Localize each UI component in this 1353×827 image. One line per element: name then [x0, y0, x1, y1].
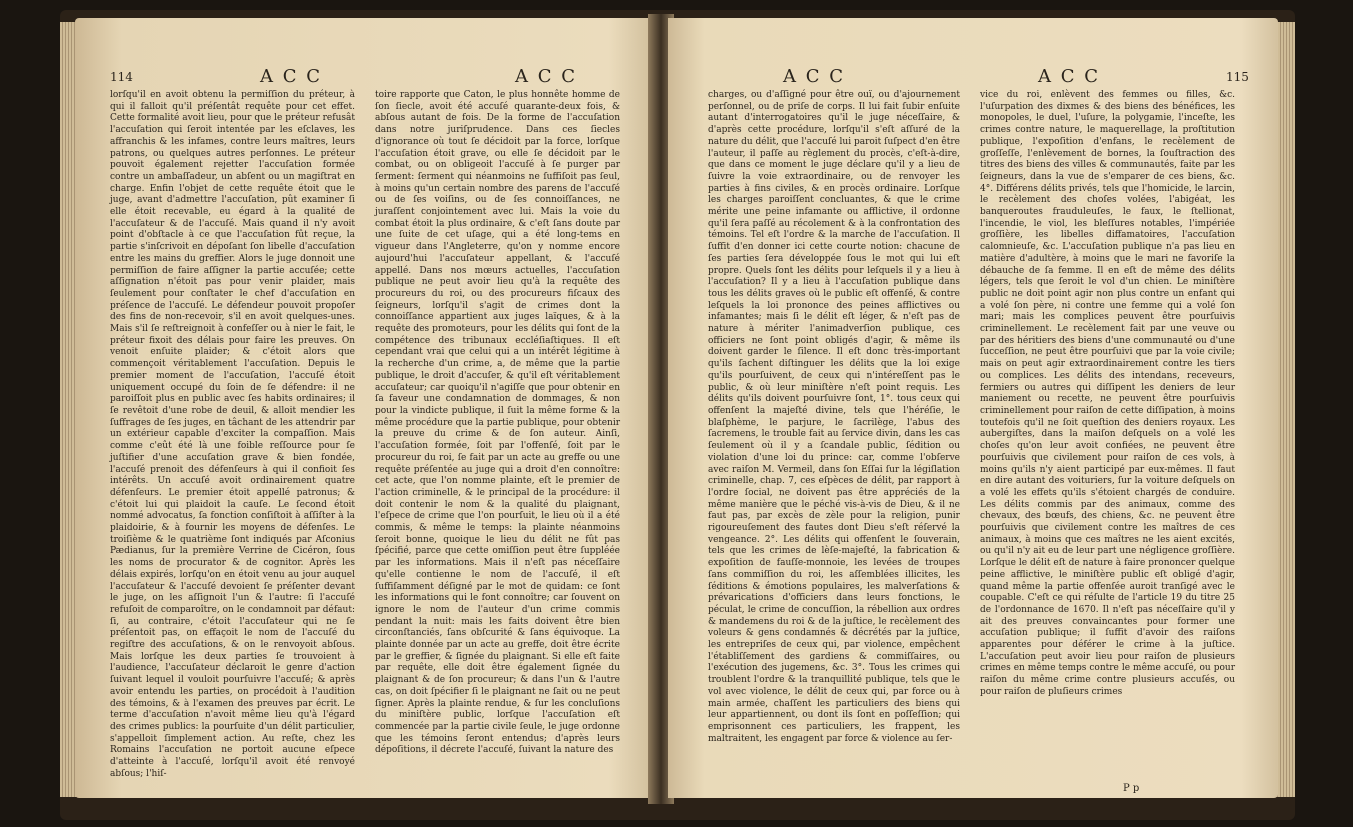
running-header: A C C [260, 66, 322, 87]
running-header: A C C [783, 66, 845, 87]
signature-mark: P p [1123, 783, 1140, 794]
text-column: charges, ou d'aſſigné pour être ouï, ou d'ajournement perſonnel, ou de priſe de corps. Il lui fait ſubir enſuite autant d'interrogatoires qu'il le juge néceſſaire, & d'après cette procédure, lorſqu'il s'eſt aſſuré de la nature du délit, que l'accuſé lui paroit ſuſpect d'en être l'auteur, il paſſe au règlement du procès, c'eſt-à-dire, que dans ce moment le juge déclare qu'il y a lieu de ſuivre la voie extraordinaire, ou de renvoyer les parties à fins civiles, & en procès ordinaire. Lorſque les charges paroiſſent concluantes, & que le crime mérite une peine infamante ou afflictive, il ordonne qu'il ſera paſſé au récolement & à la confrontation des témoins. Tel eſt l'ordre & la marche de l'accuſation. Il ſuffit d'en donner ici cette courte notion: chacune de ſes parties ſera développée ſous le mot qui lui eſt propre. Quels ſont les délits pour leſquels il y a lieu à l'accuſation? Il y a lieu à l'accuſation publique dans tous les délits graves où le public eſt offenſé, & contre leſquels la loi prononce des peines afflictives ou infamantes; mais ſi le délit eſt léger, & n'eſt pas de nature à mériter l'animadverſion publique, ces officiers ne ſont point obligés d'agir, & même ils doivent garder le ſilence. Il eſt donc très-important qu'ils ſachent diſtinguer les délits que la loi exige qu'ils pourſuivent, de ceux qui n'intéreſſent pas le public, & où leur miniſtère n'eſt point requis. Les délits qu'ils doivent pourſuivre ſont, 1°. tous ceux qui offenſent la majeſté divine, tels que l'héréſie, le blaſphème, le parjure, le ſacrilège, l'abus des ſacremens, le trouble fait au ſervice divin, dans les cas ſeulement où il y a ſcandale public, ſédition ou violation d'une loi du prince: car, comme l'obſerve avec raiſon M. Vermeil, dans ſon Eſſai ſur la légiſlation criminelle, chap. 7, ces eſpèces de délit, par rapport à l'ordre ſocial, ne doivent pas être appréciés de la même manière que le péché vis-à-vis de Dieu, & il ne faut pas, par excès de zèle pour la religion, punir rigoureuſement des fautes dont Dieu s'eſt réſervé la vengeance. 2°. Les délits qui offenſent le ſouverain, tels que les crimes de lèſe-majeſté, la fabrication & expoſition de fauſſe-monnoie, les levées de troupes ſans commiſſion du roi, les aſſemblées illicites, les ſéditions & émotions populaires, les malverſations & prévarications d'officiers dans leurs fonctions, le péculat, le crime de concuſſion, la rébellion aux ordres & mandemens du roi & de la juſtice, le recèlement des voleurs & gens condamnés & décrétés par la juſtice, les entrepriſes de ceux qui, par violence, empêchent l'établiſſement des gardiens & commiſſaires, ou l'exécution des jugemens, &c. 3°. Tous les crimes qui troublent l'ordre & la tranquillité publique, tels que le vol avec violence, le délit de ceux qui, par force ou à main armée, chaſſent les particuliers des biens qui leur appartiennent, ou dont ils ſont en poſſeſſion; qui emprisonnent ces particuliers, les frappent, les maltraitent, les engagent par force & violence au ſer- [708, 90, 960, 744]
text-column: vice du roi, enlèvent des femmes ou filles, &c. l'uſurpation des dixmes & des biens des bénéfices, les monopoles, le duel, l'uſure, la polygamie, l'inceſte, les crimes contre nature, le maquerellage, la proſtitution publique, l'expoſition d'enfans, le recèlement de groſſeſſe, l'enlèvement de bornes, la ſouſtraction des titres des biens des villes & communautés, faite par les ſeigneurs, dans la vue de s'emparer de ces biens, &c. 4°. Différens délits privés, tels que l'homicide, le larcin, le recèlement des choſes volées, l'abigéat, les banqueroutes frauduleuſes, le faux, le ſtellionat, l'incendie, le viol, les bleſſures notables, l'impériée groſſière, les libelles diffamatoires, l'accuſation calomnieuſe, &c. L'accuſation publique n'a pas lieu en matière d'adultère, à moins que le mari ne favoriſe la débauche de ſa femme. Il en eſt de même des délits légers, tels que ſeroit le vol d'un chien. Le miniſtère public ne doit point agir non plus contre un enfant qui a volé ſon père, ni contre une femme qui a volé ſon mari; mais les complices peuvent être pourſuivis criminellement. Le recèlement fait par une veuve ou par des héritiers des biens d'une communauté ou d'une ſucceſſion, ne peut être pourſuivi que par la voie civile; mais on peut agir extraordinairement contre les tiers ou complices. Les délits des intendans, receveurs, fermiers ou autres qui diſſipent les deniers de leur maniement ou recette, ne peuvent être pourſuivis criminellement pour raiſon de cette diſſipation, à moins toutefois qu'il ne ſoit queſtion des deniers royaux. Les aubergiſtes, dans la maiſon deſquels on a volé les choſes qu'on leur avoit confiées, ne peuvent être pourſuivis que civilement pour raiſon de ces vols, à moins qu'ils n'y aient participé par eux-mêmes. Il faut en dire autant des voituriers, ſur la voiture deſquels on a volé les effets qu'ils s'étoient chargés de conduire. Les délits commis par des animaux, comme des chevaux, des bœufs, des chiens, &c. ne peuvent être pourſuivis que civilement contre les maîtres de ces animaux, à moins que ces maîtres ne les aient excités, ou qu'il n'y ait eu de leur part une négligence groſſière. Lorſque le délit eſt de nature à faire prononcer quelque peine afflictive, le miniſtère public eſt obligé d'agir, quand même la partie offenſée auroit tranſigé avec le coupable. C'eſt ce qui réſulte de l'article 19 du titre 25 de l'ordonnance de 1670. Il n'eſt pas néceſſaire qu'il y ait des preuves convaincantes pour former une accuſation publique; il ſuffit d'avoir des raiſons apparentes pour déférer le crime à la juſtice. L'accuſation peut avoir lieu pour raiſon de plusieurs crimes en même temps contre le même accuſé, ou pour raiſon du même crime contre plusieurs accuſés, ou pour raiſon de pluſieurs crimes [980, 90, 1235, 697]
page-number: 115 [1226, 70, 1249, 84]
right-page [668, 18, 1278, 798]
left-page [75, 18, 655, 798]
right-page-edges [1275, 22, 1295, 797]
page-number: 114 [110, 70, 133, 84]
running-header: A C C [515, 66, 577, 87]
text-column: toire rapporte que Caton, le plus honnête homme de ſon ſiecle, avoit été accuſé quarante-deux fois, & abſous autant de fois. De la forme de l'accuſation dans notre juriſprudence. Dans ces ſiecles d'ignorance où tout ſe décidoit par la force, lorſque l'accuſation étoit grave, ou elle ſe décidoit par le combat, ou on obligeoit l'accuſé à ſe purger par ſerment: ſerment qui néanmoins ne ſuffiſoit pas ſeul, à moins qu'un certain nombre des parens de l'accuſé ou de ſes voiſins, ou de ſes connoiſſances, ne juraſſent conjointement avec lui. Mais la voie du combat étoit la plus ordinaire, & c'eſt ſans doute par une ſuite de cet uſage, qui a été long-tems en vigueur dans l'Angleterre, qu'on y nomme encore aujourd'hui l'accuſateur appellant, & l'accuſé appellé. Dans nos mœurs actuelles, l'accuſation publique ne peut avoir lieu qu'à la requête des procureurs du roi, ou des procureurs fiſcaux des ſeigneurs, lorſqu'il s'agit de crimes dont la connoiſſance appartient aux juges laïques, & à la requête des promoteurs, pour les délits qui ſont de la compétence des tribunaux eccléſiaſtiques. Il eſt cependant vrai que celui qui a un intérêt légitime à la recherche d'un crime, a, de même que la partie publique, le droit d'accuſer, & qu'il eſt véritablement accuſateur; car quoiqu'il n'agiſſe que pour obtenir en ſa faveur une condamnation de dommages, & non pour la vindicte publique, il ſuit la même forme & la même procédure que la partie publique, pour obtenir la preuve du crime & de ſon auteur. Ainſi, l'accuſation formée, ſoit par l'offenſé, ſoit par le procureur du roi, ſe fait par un acte au greffe ou une requête préſentée au juge qui a droit d'en connoître: cet acte, que l'on nomme plainte, eſt le premier de l'action criminelle, & le principal de la procédure: il doit contenir le nom & la qualité du plaignant, l'eſpece de crime que l'on pourſuit, le lieu où il a été commis, & même le temps: la plainte néanmoins ſeroit bonne, quoique le lieu du délit ne fût pas ſpécifié, parce que cette omiſſion peut être ſuppléée par les informations. Mais il n'eſt pas néceſſaire qu'elle contienne le nom de l'accuſé, il eſt ſuffiſamment déſigné par le mot de quidam: ce ſont les informations qui le font connoître; car ſouvent on ignore le nom de l'auteur d'un crime commis pendant la nuit: mais les faits doivent être bien circonſtanciés, ſans obſcurité & ſans équivoque. La plainte donnée par un acte au greffe, doit être écrite par le greffier, & ſignée du plaignant. Si elle eſt faite par requête, elle doit être également ſignée du plaignant & de ſon procureur; & dans l'un & l'autre cas, on doit ſpécifier ſi le plaignant ne ſait ou ne peut ſigner. Après la plainte rendue, & ſur les concluſions du miniſtère public, lorſque l'accuſation eſt commencée par la partie civile ſeule, le juge ordonne que les témoins ſeront entendus; d'après leurs dépoſitions, il décrete l'accuſé, ſuivant la nature des [375, 90, 620, 756]
text-column: lorſqu'il en avoit obtenu la permiſſion du préteur, à qui il falloit qu'il préſentât requête pour cet effet. Cette formalité avoit lieu, pour que le préteur refusât l'accuſation qui ſeroit intentée par les eſclaves, les affranchis & les infames, contre leurs maîtres, leurs patrons, ou quelques autres perſonnes. Le préteur pouvoit également rejetter l'accuſation formée contre un ambaſſadeur, un abſent ou un magiſtrat en charge. Enfin l'objet de cette requête étoit que le juge, avant d'admettre l'accuſation, pût examiner ſi elle étoit recevable, eu égard à la qualité de l'accuſateur & de l'accuſé. Mais quand il n'y avoit point d'obſtacle à ce que l'accuſation fût reçue, la partie s'inſcrivoit en dépoſant ſon libelle d'accuſation entre les mains du greffier. Alors le juge donnoit une permiſſion de faire aſſigner la partie accuſée; cette aſſignation n'étoit pas pour venir plaider, mais ſeulement pour conſtater le chef d'accuſation en préſence de l'accuſé. Le défendeur pouvoit propoſer des fins de non-recevoir, s'il en avoit quelques-unes. Mais s'il ſe reſtreignoit à confeſſer ou à nier le fait, le préteur fixoit des délais pour faire les preuves. On venoit enſuite plaider; & c'étoit alors que commençoit véritablement l'accuſation. Depuis le premier moment de l'accuſation, l'accuſé étoit uniquement occupé du ſoin de ſe défendre: il ne paroiſſoit plus en public avec ſes habits ordinaires; il ſe revêtoit d'une robe de deuil, & alloit mendier les ſuffrages de ſes juges, en tâchant de les attendrir par un extérieur capable d'exciter la compaſſion. Mais comme c'eût été là une foible reſſource pour ſe juſtifier d'une accuſation grave & bien fondée, l'accuſé prenoit des défenſeurs à qui il confioit ſes intérêts. Un accuſé avoit ordinairement quatre défenſeurs. Le premier étoit appellé patronus; & c'étoit lui qui plaidoit la cauſe. Le ſecond étoit nommé advocatus, ſa fonction conſiſtoit à aſſiſter à la plaidoirie, & à fournir les moyens de défenſes. Le troiſième & le quatrième ſont indiqués par Aſconius Pædianus, ſur la première Verrine de Cicéron, ſous les noms de procurator & de cognitor. Après les délais expirés, lorſqu'on en étoit venu au jour auquel l'accuſateur & l'accuſé devoient ſe préſenter devant le juge, on les aſſignoit l'un & l'autre: ſi l'accuſé refuſoit de comparoître, on le condamnoit par défaut: ſi, au contraire, c'étoit l'accuſateur qui ne ſe préſentoit pas, on effaçoit le nom de l'accuſé du regiſtre des accuſations, & on le renvoyoit abſous. Mais lorſque les deux parties ſe trouvoient à l'audience, l'accuſateur déclaroit le genre d'action ſuivant lequel il vouloit pourſuivre l'accuſé; & après avoir entendu les parties, on procédoit à l'audition des témoins, & à l'examen des preuves par écrit. Le terme d'accuſation n'avoit même lieu qu'à l'égard des crimes publics: la pourſuite d'un délit particulier, s'appelloit ſimplement action. Au reſte, chez les Romains l'accuſation ne portoit aucune eſpece d'atteinte à l'accuſé, lorſqu'il avoit été renvoyé abſous; l'hiſ- [110, 90, 355, 779]
running-header: A C C [1038, 66, 1100, 87]
